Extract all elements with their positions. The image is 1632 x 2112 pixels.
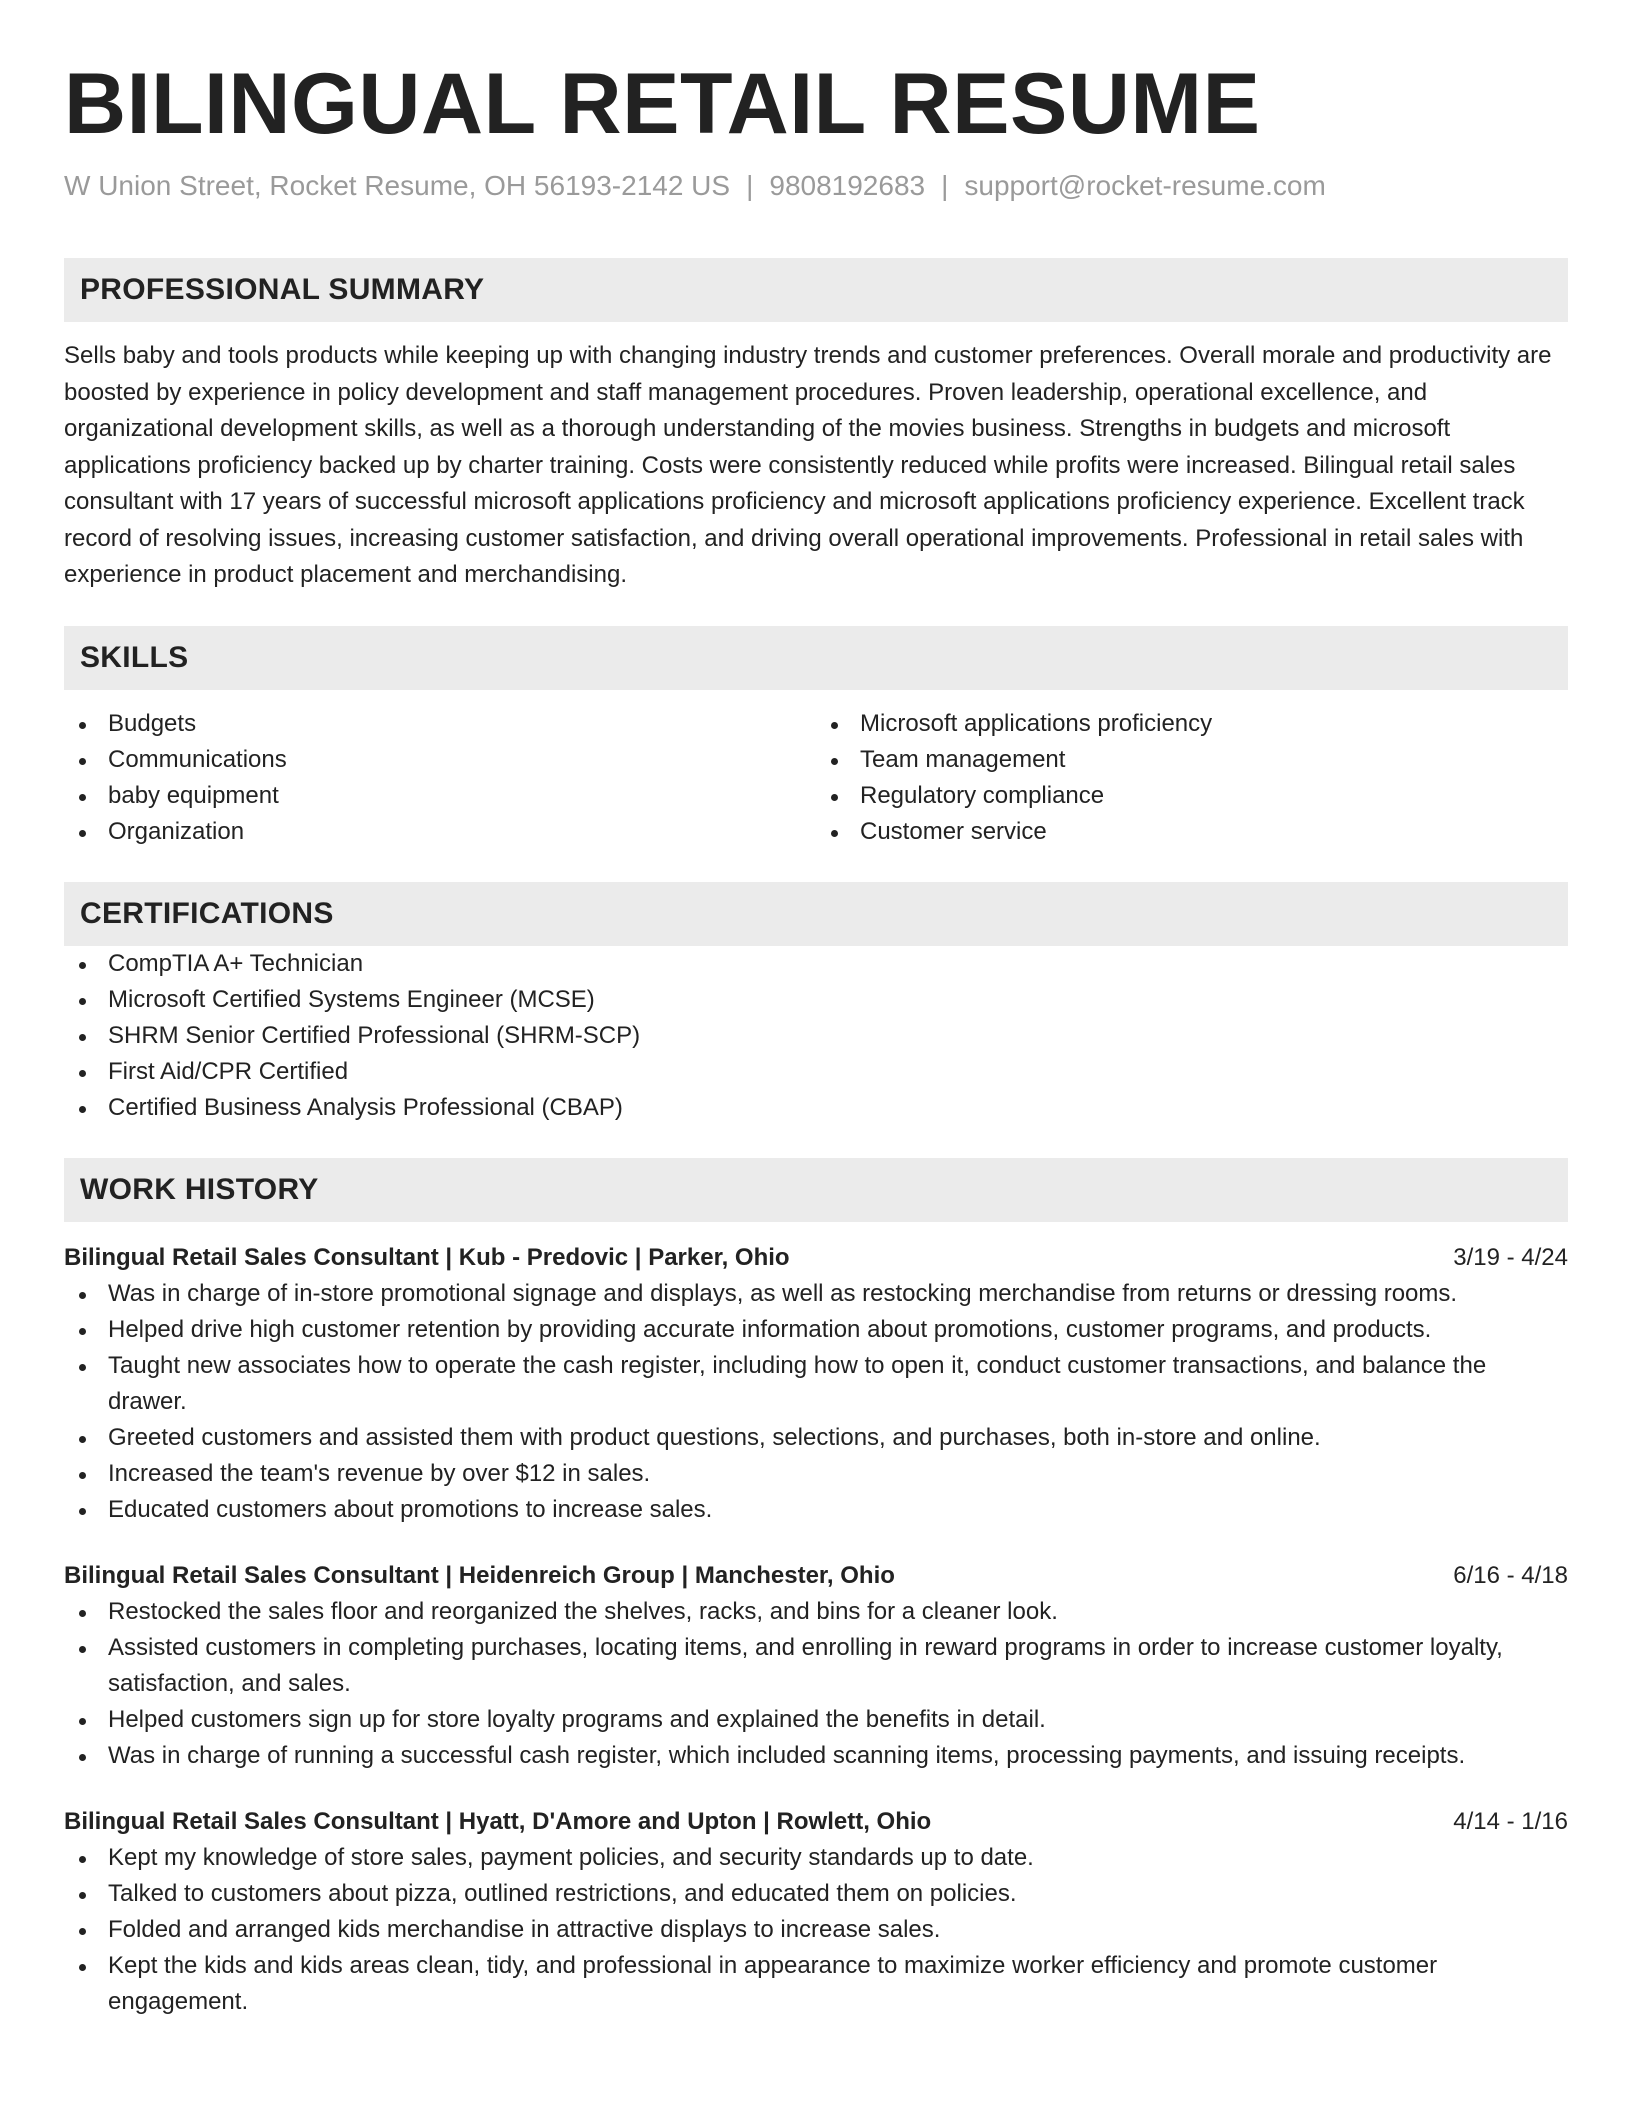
job-header: [64, 1558, 1568, 1594]
summary-text: Sells baby and tools products while keeping up with changing industry trends and customer preferences. Overall morale and productivity are boosted by experience in policy development and staff management procedures. Proven leadership, operational excellence, and organizational development skills, as well as a thorough understanding of the movies business. Strengths in budgets and microsoft applications proficiency backed up by charter training. Costs were consistently reduced while profits were increased. Bilingual retail sales consultant with 17 years of successful microsoft applications proficiency and microsoft applications proficiency experience. Excellent track record of resolving issues, increasing customer satisfaction, and driving overall operational improvements. Professional in retail sales with experience in product placement and merchandising.: [64, 342, 1552, 588]
skill-item: Customer service: [816, 814, 1568, 850]
job-bullets: [64, 1276, 1568, 1528]
job-bullet: Helped drive high customer retention by providing accurate information about promotions, customer programs, and products.: [64, 1312, 1568, 1348]
job-bullet: Educated customers about promotions to increase sales.: [64, 1492, 1568, 1528]
skill-item: Budgets: [64, 706, 816, 742]
contact-phone: 9808192683: [769, 170, 926, 201]
contact-separator: |: [941, 170, 949, 201]
job-header: [64, 1804, 1568, 1840]
job-dates: 6/16 - 4/18: [1453, 1561, 1568, 1589]
job-bullet: Kept my knowledge of store sales, payment policies, and security standards up to date.: [64, 1840, 1568, 1876]
skills-column-right: [816, 706, 1568, 850]
job-bullet: Folded and arranged kids merchandise in attractive displays to increase sales.: [64, 1912, 1568, 1948]
resume-title: BILINGUAL RETAIL RESUME: [64, 56, 1261, 152]
skill-item: Team management: [816, 742, 1568, 778]
job-bullet: Increased the team's revenue by over $12 in sales.: [64, 1456, 1568, 1492]
certification-item: Microsoft Certified Systems Engineer (MCSE): [64, 982, 1568, 1018]
job-bullet: Greeted customers and assisted them with product questions, selections, and purchases, both in-store and online.: [64, 1420, 1568, 1456]
skill-item: baby equipment: [64, 778, 816, 814]
job-title: Bilingual Retail Sales Consultant | Kub - Predovic | Parker, Ohio: [64, 1243, 790, 1271]
contact-separator: |: [746, 170, 754, 201]
job-entry: [64, 1240, 1568, 1528]
section-header-certifications: CERTIFICATIONS: [64, 882, 1568, 946]
section-header-skills: SKILLS: [64, 626, 1568, 690]
job-bullet: Talked to customers about pizza, outlined restrictions, and educated them on policies.: [64, 1876, 1568, 1912]
certification-item: First Aid/CPR Certified: [64, 1054, 1568, 1090]
certification-item: Certified Business Analysis Professional (CBAP): [64, 1090, 1568, 1126]
job-title: Bilingual Retail Sales Consultant | Hyatt, D'Amore and Upton | Rowlett, Ohio: [64, 1807, 932, 1835]
job-header: [64, 1240, 1568, 1276]
certifications-list: [64, 946, 1568, 1126]
job-bullets: [64, 1840, 1568, 2020]
section-header-work-history: WORK HISTORY: [64, 1158, 1568, 1222]
section-header-summary: PROFESSIONAL SUMMARY: [64, 258, 1568, 322]
contact-email: support@rocket-resume.com: [964, 170, 1326, 201]
job-dates: 4/14 - 1/16: [1453, 1807, 1568, 1835]
certification-item: CompTIA A+ Technician: [64, 946, 1568, 982]
job-bullet: Was in charge of running a successful cash register, which included scanning items, processing payments, and issuing receipts.: [64, 1738, 1568, 1774]
contact-address: W Union Street, Rocket Resume, OH 56193-2142 US: [64, 170, 731, 201]
job-bullet: Kept the kids and kids areas clean, tidy, and professional in appearance to maximize worker efficiency and promote customer engagement.: [64, 1948, 1568, 2020]
skill-item: Regulatory compliance: [816, 778, 1568, 814]
job-bullets: [64, 1594, 1568, 1774]
contact-line: [64, 166, 1568, 206]
job-bullet: Was in charge of in-store promotional signage and displays, as well as restocking merchandise from returns or dressing rooms.: [64, 1276, 1568, 1312]
skill-item: Communications: [64, 742, 816, 778]
job-title: Bilingual Retail Sales Consultant | Heidenreich Group | Manchester, Ohio: [64, 1561, 895, 1589]
job-entry: [64, 1804, 1568, 2020]
certification-item: SHRM Senior Certified Professional (SHRM-SCP): [64, 1018, 1568, 1054]
job-bullet: Assisted customers in completing purchases, locating items, and enrolling in reward programs in order to increase customer loyalty, satisfaction, and sales.: [64, 1630, 1568, 1702]
skill-item: Organization: [64, 814, 816, 850]
job-dates: 3/19 - 4/24: [1453, 1243, 1568, 1271]
skill-item: Microsoft applications proficiency: [816, 706, 1568, 742]
skills-list: [64, 706, 1568, 850]
job-bullet: Restocked the sales floor and reorganized the shelves, racks, and bins for a cleaner look.: [64, 1594, 1568, 1630]
job-bullet: Helped customers sign up for store loyalty programs and explained the benefits in detail.: [64, 1702, 1568, 1738]
job-bullet: Taught new associates how to operate the cash register, including how to open it, conduct customer transactions, and balance the drawer.: [64, 1348, 1568, 1420]
job-entry: [64, 1558, 1568, 1774]
skills-column-left: [64, 706, 816, 850]
